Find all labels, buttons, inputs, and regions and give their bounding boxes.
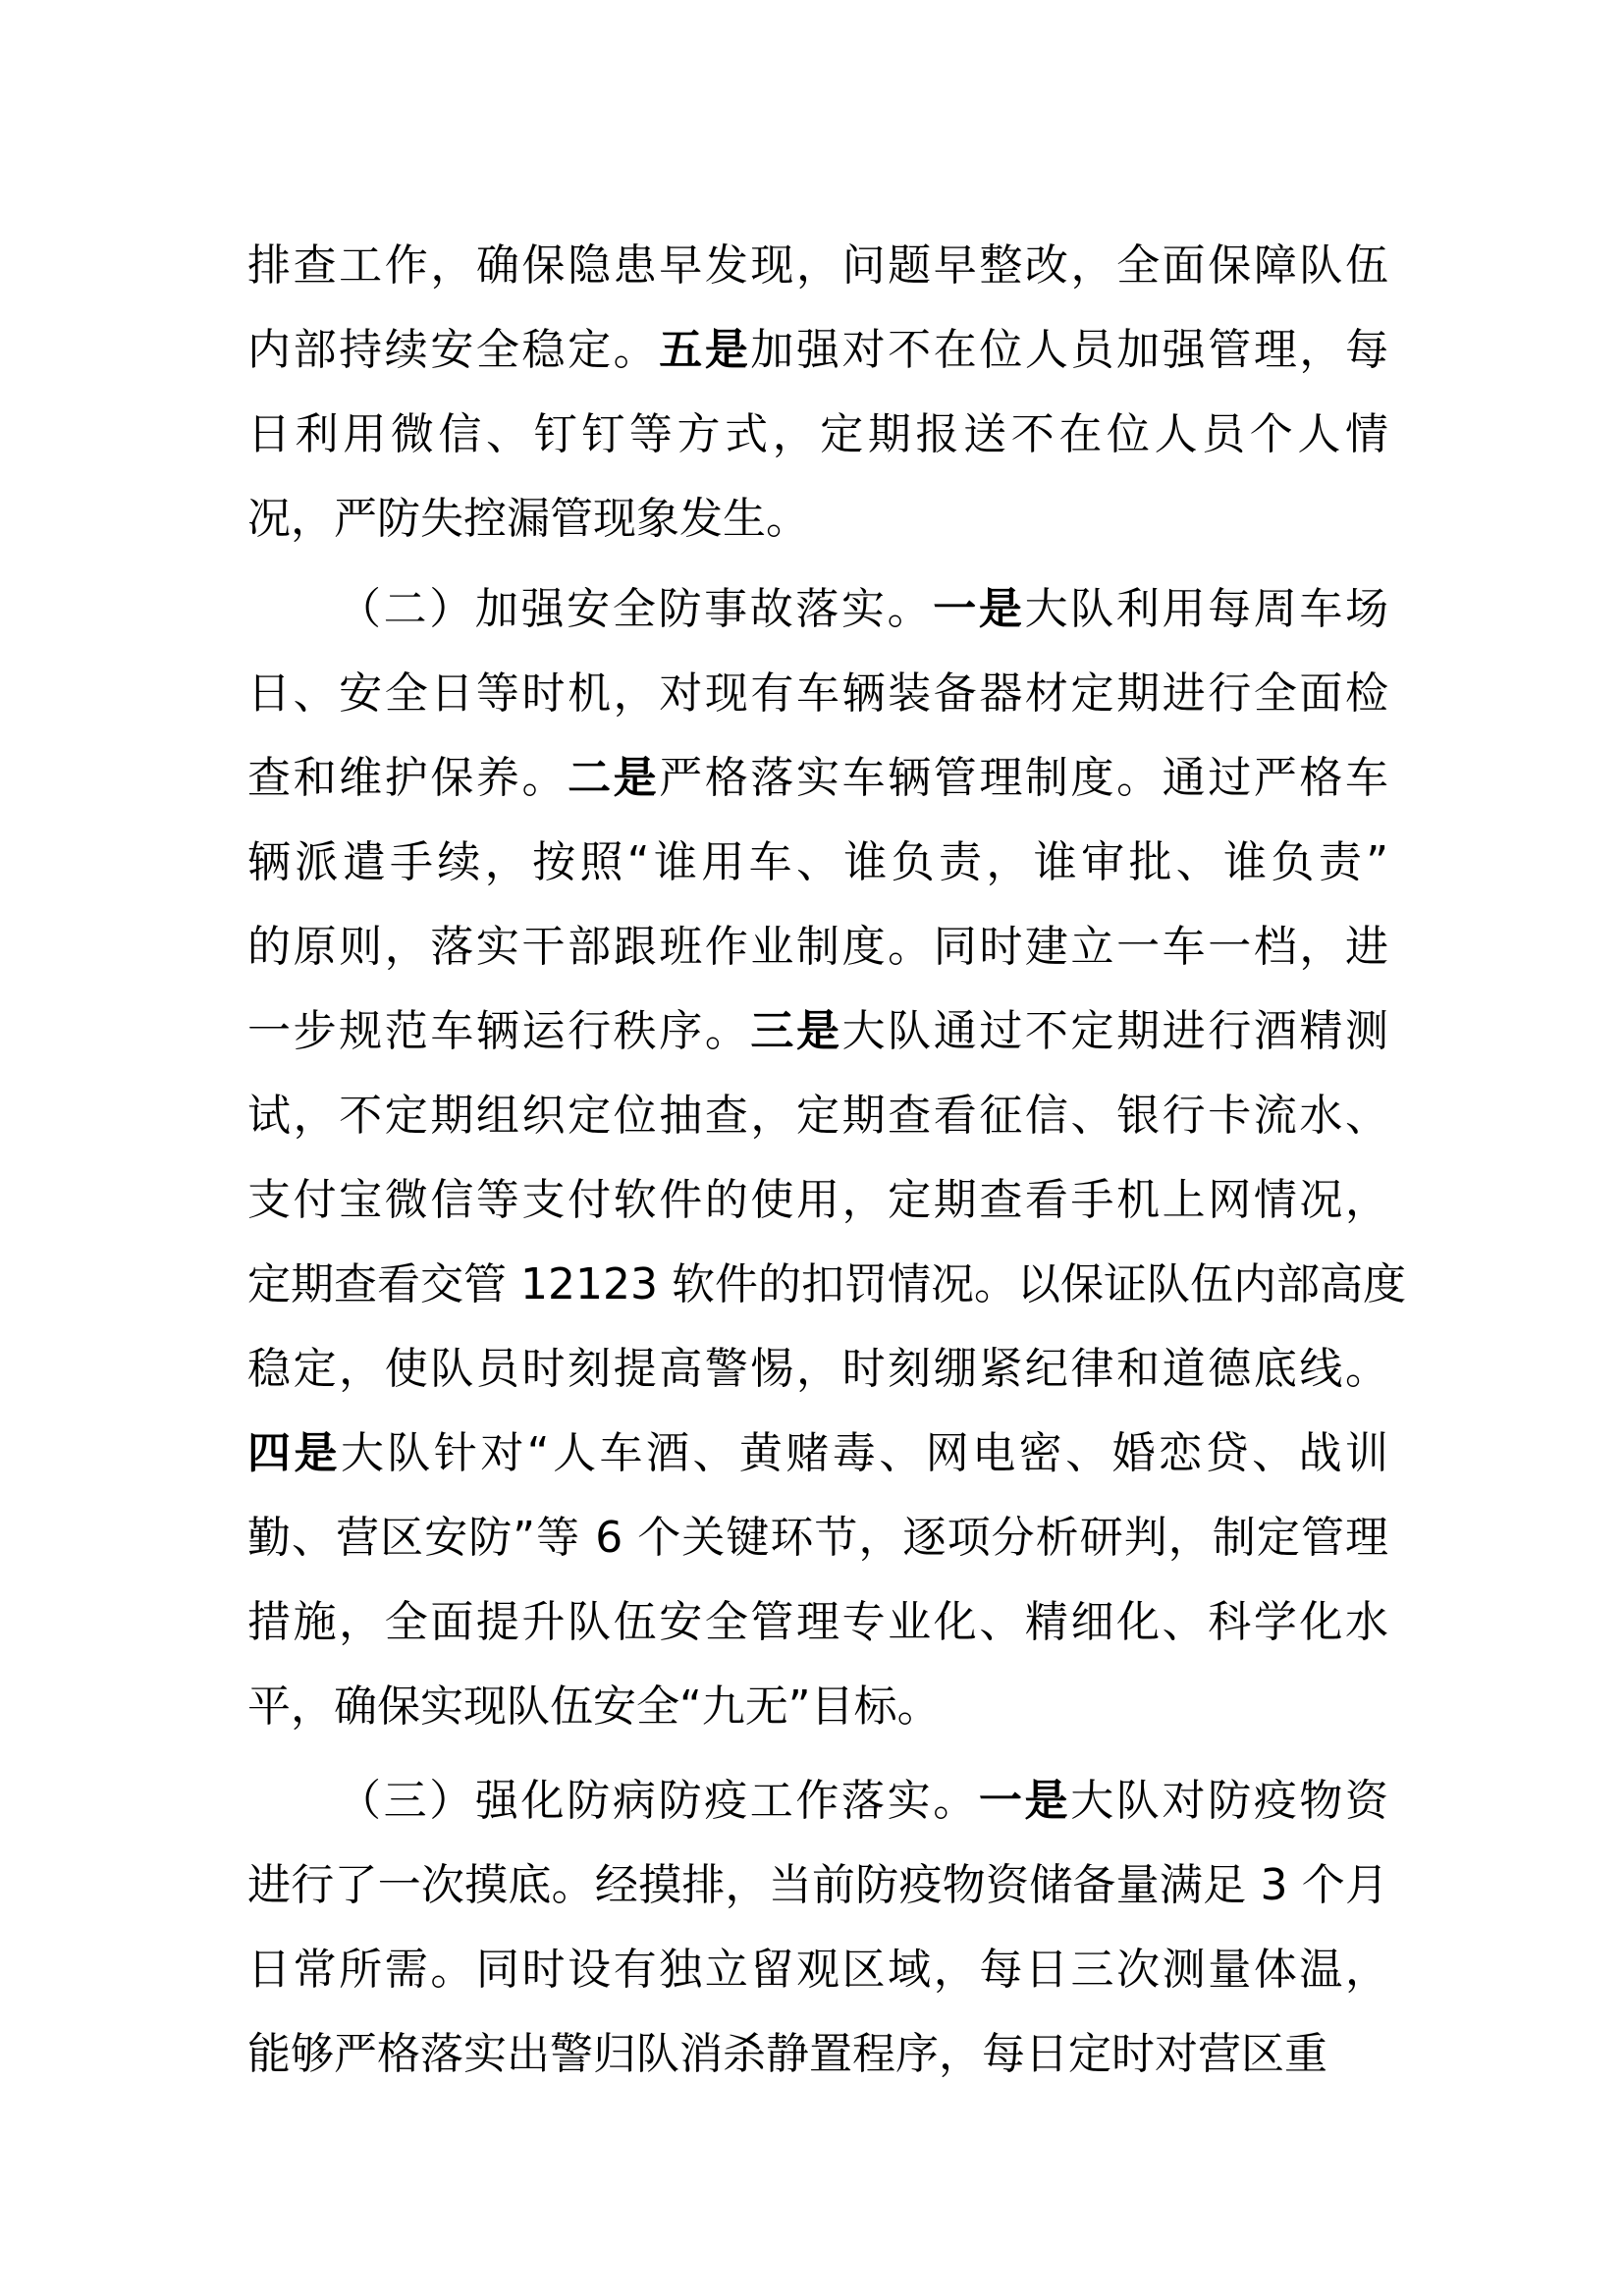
body-text: 支付宝微信等支付软件的使用，定期查看手机上网情况，: [247, 1175, 1388, 1225]
text-line: [247, 1759, 1388, 1843]
body-text: 辆派遣手续，按照“谁用车、谁负责，谁审批、谁负责”: [247, 837, 1388, 887]
text-line: [247, 1327, 1388, 1412]
text-line: [247, 308, 1388, 393]
body-text: 定期查看交管 12123 软件的扣罚情况。以保证队伍内部高度: [247, 1259, 1406, 1309]
body-text: （三）强化防病防疫工作落实。: [338, 1776, 979, 1826]
body-text: 日常所需。同时设有独立留观区域，每日三次测量体温，: [247, 1945, 1388, 1995]
text-line: [247, 1074, 1388, 1158]
text-line: [247, 821, 1388, 905]
text-line: [247, 477, 1388, 561]
body-text: 大队利用每周车场: [1024, 584, 1389, 634]
text-line: [247, 1580, 1388, 1665]
text-line: [247, 989, 1388, 1074]
body-text: 日利用微信、钉钉等方式，定期报送不在位人员个人情: [247, 409, 1388, 459]
text-line: [247, 1843, 1388, 1928]
text-line: [247, 1412, 1388, 1496]
body-text: 排查工作，确保隐患早发现，问题早整改，全面保障队伍: [247, 240, 1388, 291]
body-text: 试，不定期组织定位抽查，定期查看征信、银行卡流水、: [247, 1091, 1388, 1141]
body-text: 能够严格落实出警归队消杀静置程序，每日定时对营区重: [247, 2029, 1327, 2079]
bold-lead-text: 二是: [568, 753, 660, 803]
text-line: [247, 393, 1388, 477]
body-text: 日、安全日等时机，对现有车辆装备器材定期进行全面检: [247, 668, 1388, 719]
text-line: [247, 567, 1388, 652]
bold-lead-text: 三是: [750, 1006, 842, 1056]
text-line: [247, 1158, 1388, 1243]
text-line: [247, 1928, 1388, 2012]
body-text: 大队对防疫物资: [1070, 1776, 1389, 1826]
text-line: [247, 652, 1388, 736]
body-text: 加强对不在位人员加强管理，每: [750, 325, 1389, 375]
body-text: 平，确保实现队伍安全“九无”目标。: [247, 1682, 941, 1732]
body-text: 勤、营区安防”等 6 个关键环节，逐项分析研判，制定管理: [247, 1513, 1388, 1563]
bold-lead-text: 一是: [978, 1776, 1071, 1826]
text-line: [247, 905, 1388, 989]
body-text: 查和维护保养。: [247, 753, 568, 803]
body-text: （二）加强安全防事故落实。: [338, 584, 934, 634]
body-text: 严格落实车辆管理制度。通过严格车: [659, 753, 1389, 803]
text-line: [247, 1243, 1406, 1327]
text-line: [247, 1496, 1388, 1580]
body-text: 内部持续安全稳定。: [247, 325, 660, 375]
bold-lead-text: 五是: [659, 325, 751, 375]
body-text: 措施，全面提升队伍安全管理专业化、精细化、科学化水: [247, 1597, 1388, 1647]
body-text: 况，严防失控漏管现象发生。: [247, 494, 809, 544]
body-text: 大队通过不定期进行酒精测: [841, 1006, 1389, 1056]
text-line: [247, 224, 1388, 308]
text-line: [247, 1665, 1388, 1749]
bold-lead-text: 四是: [247, 1428, 341, 1478]
text-line: [247, 736, 1388, 821]
body-text: 的原则，落实干部跟班作业制度。同时建立一车一档，进: [247, 922, 1388, 972]
body-text: 进行了一次摸底。经摸排，当前防疫物资储备量满足 3 个月: [247, 1860, 1388, 1910]
body-text: 一步规范车辆运行秩序。: [247, 1006, 751, 1056]
bold-lead-text: 一是: [933, 584, 1025, 634]
body-text: 稳定，使队员时刻提高警惕，时刻绷紧纪律和道德底线。: [247, 1344, 1388, 1394]
body-text: 大队针对“人车酒、黄赌毒、网电密、婚恋贷、战训: [340, 1428, 1388, 1478]
text-line: [247, 2012, 1388, 2097]
